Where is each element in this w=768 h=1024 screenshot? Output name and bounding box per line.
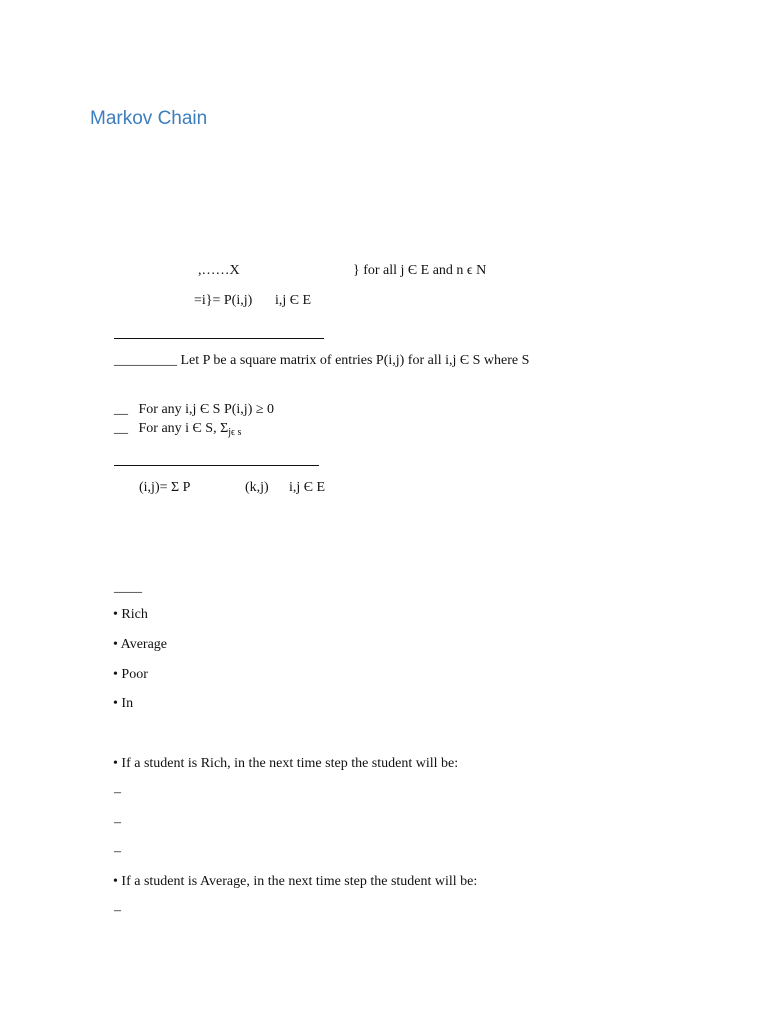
rich-transition-rule: • If a student is Rich, in the next time step the student will be: <box>113 756 459 771</box>
state-item: • In <box>113 696 134 711</box>
matrix-definition-text: Let P be a square matrix of entries P(i,j) for all i,j Є S where S <box>180 353 530 368</box>
definition-line-2-part-a: =i}= P(i,j) <box>194 293 253 308</box>
state-item: • Poor <box>113 667 148 682</box>
condition-item <box>114 401 274 419</box>
state-item: • Average <box>113 637 168 652</box>
blank-underline <box>114 465 319 466</box>
matrix-lead-dash: _________ <box>114 353 177 368</box>
condition-text: For any i Є S, Σ <box>138 421 229 436</box>
rich-outcome-dash: – <box>114 815 121 830</box>
definition-line-2-part-b: i,j Є E <box>275 293 312 308</box>
matrix-definition-line <box>114 352 529 370</box>
condition-dash: __ <box>114 421 128 436</box>
states-heading: ____ <box>114 580 142 595</box>
definition-line-1-part-a: ,……X <box>198 263 240 278</box>
rich-outcome-dash: – <box>114 844 121 859</box>
average-outcome-dash: – <box>114 903 121 918</box>
chapman-part-a: (i,j)= Σ P <box>139 480 191 495</box>
rich-outcome-dash: – <box>114 785 121 800</box>
condition-subscript: jϵ s <box>228 427 242 438</box>
blank-underline <box>114 338 324 339</box>
average-transition-rule: • If a student is Average, in the next time step the student will be: <box>113 874 478 889</box>
state-item: • Rich <box>113 607 148 622</box>
chapman-part-c: i,j Є E <box>289 480 326 495</box>
chapman-part-b: (k,j) <box>245 480 269 495</box>
page-title: Markov Chain <box>90 108 208 129</box>
definition-line-1-part-b: } for all j Є E and n ϵ N <box>353 263 487 278</box>
condition-dash: __ <box>114 402 128 417</box>
condition-text: For any i,j Є S P(i,j) ≥ 0 <box>138 402 275 417</box>
condition-item <box>114 420 241 442</box>
